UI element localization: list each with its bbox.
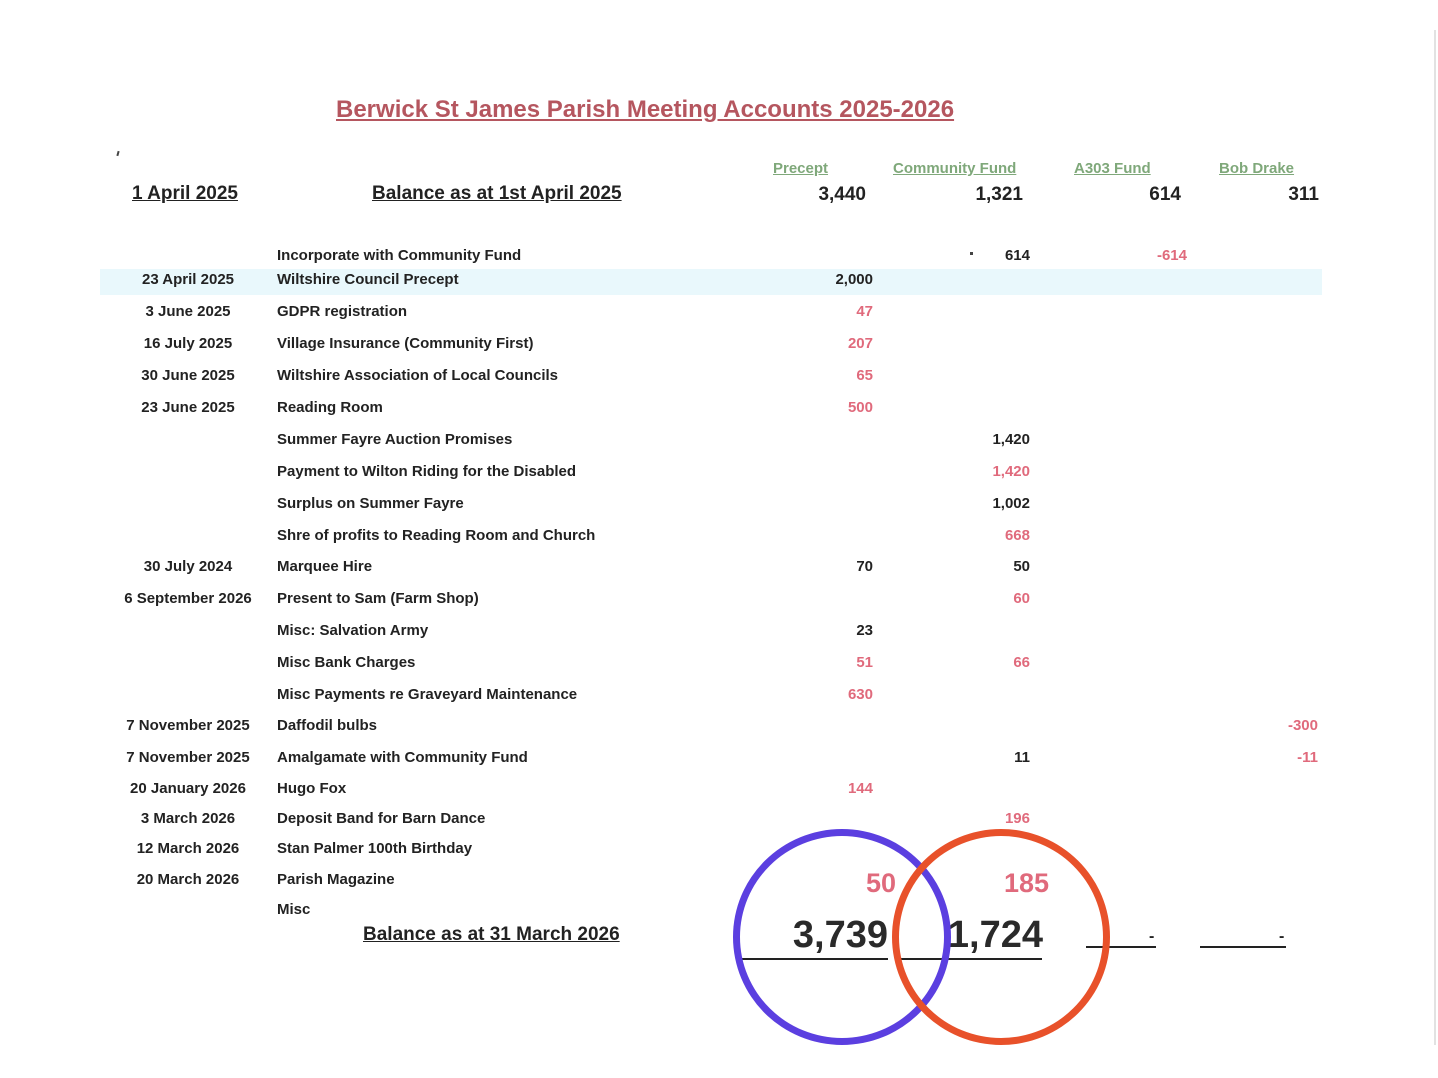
row-date: 7 November 2025 (126, 749, 250, 766)
row-description: Daffodil bulbs (277, 717, 377, 734)
page-title: Berwick St James Parish Meeting Accounts 2025-2026 (336, 96, 955, 123)
row-precept-amount: 207 (847, 335, 873, 352)
table-row (0, 590, 1438, 616)
row-precept-amount: 2,000 (835, 271, 873, 288)
table-row (0, 271, 1438, 297)
row-description: Misc: Salvation Army (277, 622, 429, 639)
row-date: 3 March 2026 (140, 810, 236, 827)
row-description: GDPR registration (277, 303, 408, 320)
table-row (0, 810, 1438, 836)
row-community-fund-amount: 614 (1004, 247, 1030, 264)
row-precept-amount: 500 (847, 399, 873, 416)
row-description: Amalgamate with Community Fund (277, 749, 528, 766)
row-community-fund-amount: 11 (1014, 749, 1030, 766)
row-precept-amount: 70 (856, 558, 873, 575)
row-date: 7 November 2025 (126, 717, 250, 734)
closing-community-fund: 1,724 (947, 914, 1043, 956)
opening-bob-drake: 311 (1288, 184, 1319, 205)
row-date: 12 March 2026 (136, 840, 240, 857)
row-description: Payment to Wilton Riding for the Disabled (277, 463, 577, 480)
misc-precept-handwritten: 50 (866, 868, 897, 898)
row-date: 30 June 2025 (141, 367, 235, 384)
table-row (0, 335, 1438, 361)
column-header-a303-fund: A303 Fund (1074, 160, 1151, 177)
row-precept-amount: 144 (847, 780, 873, 797)
row-community-fund-amount: 66 (1013, 654, 1030, 671)
row-precept-amount: 51 (856, 654, 873, 671)
opening-date: 1 April 2025 (132, 183, 238, 204)
row-precept-amount: 47 (856, 303, 873, 320)
row-community-fund-amount: 668 (1004, 527, 1030, 544)
row-description: Shre of profits to Reading Room and Church (277, 527, 596, 544)
row-precept-amount: 23 (856, 622, 873, 639)
row-precept-amount: 65 (856, 367, 873, 384)
row-community-fund-amount: 50 (1013, 558, 1030, 575)
table-row (0, 871, 1438, 897)
row-date: 20 January 2026 (130, 780, 246, 797)
column-header-precept: Precept (773, 160, 829, 177)
row-date: 16 July 2025 (143, 335, 233, 352)
table-row (0, 399, 1438, 425)
table-row (0, 749, 1438, 775)
row-community-fund-amount: 196 (1004, 810, 1030, 827)
row-description: Stan Palmer 100th Birthday (277, 840, 473, 857)
closing-a303-fund: - (1149, 928, 1155, 945)
table-row (0, 367, 1438, 393)
row-description: Present to Sam (Farm Shop) (277, 590, 479, 607)
row-description: Misc Bank Charges (277, 654, 416, 671)
opening-precept: 3,440 (818, 184, 866, 205)
table-row (0, 495, 1438, 521)
opening-balance-label: Balance as at 1st April 2025 (372, 183, 622, 204)
table-row (0, 717, 1438, 743)
table-row (0, 463, 1438, 489)
row-precept-amount: 630 (847, 686, 873, 703)
row-description: Village Insurance (Community First) (277, 335, 534, 352)
row-description: Deposit Band for Barn Dance (277, 810, 486, 827)
row-date: 6 September 2026 (124, 590, 252, 607)
row-description: Summer Fayre Auction Promises (277, 431, 513, 448)
row-description: Surplus on Summer Fayre (277, 495, 464, 512)
row-date: 23 June 2025 (141, 399, 235, 416)
table-row (0, 527, 1438, 553)
row-description: Hugo Fox (277, 780, 347, 797)
misc-community-handwritten: 185 (1004, 868, 1050, 898)
row-community-fund-amount: 60 (1013, 590, 1030, 607)
closing-bob-underline (1200, 946, 1286, 948)
row-date: 23 April 2025 (142, 271, 234, 288)
row-description: Wiltshire Association of Local Councils (277, 367, 559, 384)
table-row (0, 901, 1438, 927)
table-row (0, 840, 1438, 866)
opening-a303-fund: 614 (1149, 184, 1181, 205)
row-date: 3 June 2025 (145, 303, 231, 320)
row-bob-drake-amount: -11 (1297, 749, 1318, 766)
closing-precept: 3,739 (792, 914, 888, 956)
scan-edge (1434, 30, 1436, 1045)
row-description: Misc Payments re Graveyard Maintenance (277, 686, 578, 703)
row-description: Wiltshire Council Precept (277, 271, 459, 288)
row-description: Misc (277, 901, 311, 918)
column-header-bob-drake: Bob Drake (1219, 160, 1295, 177)
row-description: Parish Magazine (277, 871, 395, 888)
table-row (0, 780, 1438, 806)
opening-community-fund: 1,321 (975, 184, 1023, 205)
row-community-fund-amount: 1,002 (992, 495, 1030, 512)
closing-bob-drake: - (1279, 928, 1285, 945)
closing-balance-label: Balance as at 31 March 2026 (363, 924, 620, 945)
row-community-fund-amount: 1,420 (992, 463, 1030, 480)
row-date: 20 March 2026 (136, 871, 240, 888)
row-description: Reading Room (277, 399, 383, 416)
row-community-fund-amount: 1,420 (992, 431, 1030, 448)
table-row (0, 431, 1438, 457)
row-description: Marquee Hire (277, 558, 373, 575)
column-header-community-fund: Community Fund (893, 160, 1017, 177)
table-row (0, 654, 1438, 680)
row-bob-drake-amount: -300 (1287, 717, 1318, 734)
orange-highlight-circle (892, 829, 1110, 1045)
table-row (0, 622, 1438, 648)
table-row (0, 303, 1438, 329)
scan-speck (116, 151, 119, 156)
row-description: Incorporate with Community Fund (277, 247, 522, 264)
row-date: 30 July 2024 (143, 558, 233, 575)
row-a303-fund-amount: -614 (1156, 247, 1187, 264)
table-row (0, 686, 1438, 712)
table-row (0, 558, 1438, 584)
